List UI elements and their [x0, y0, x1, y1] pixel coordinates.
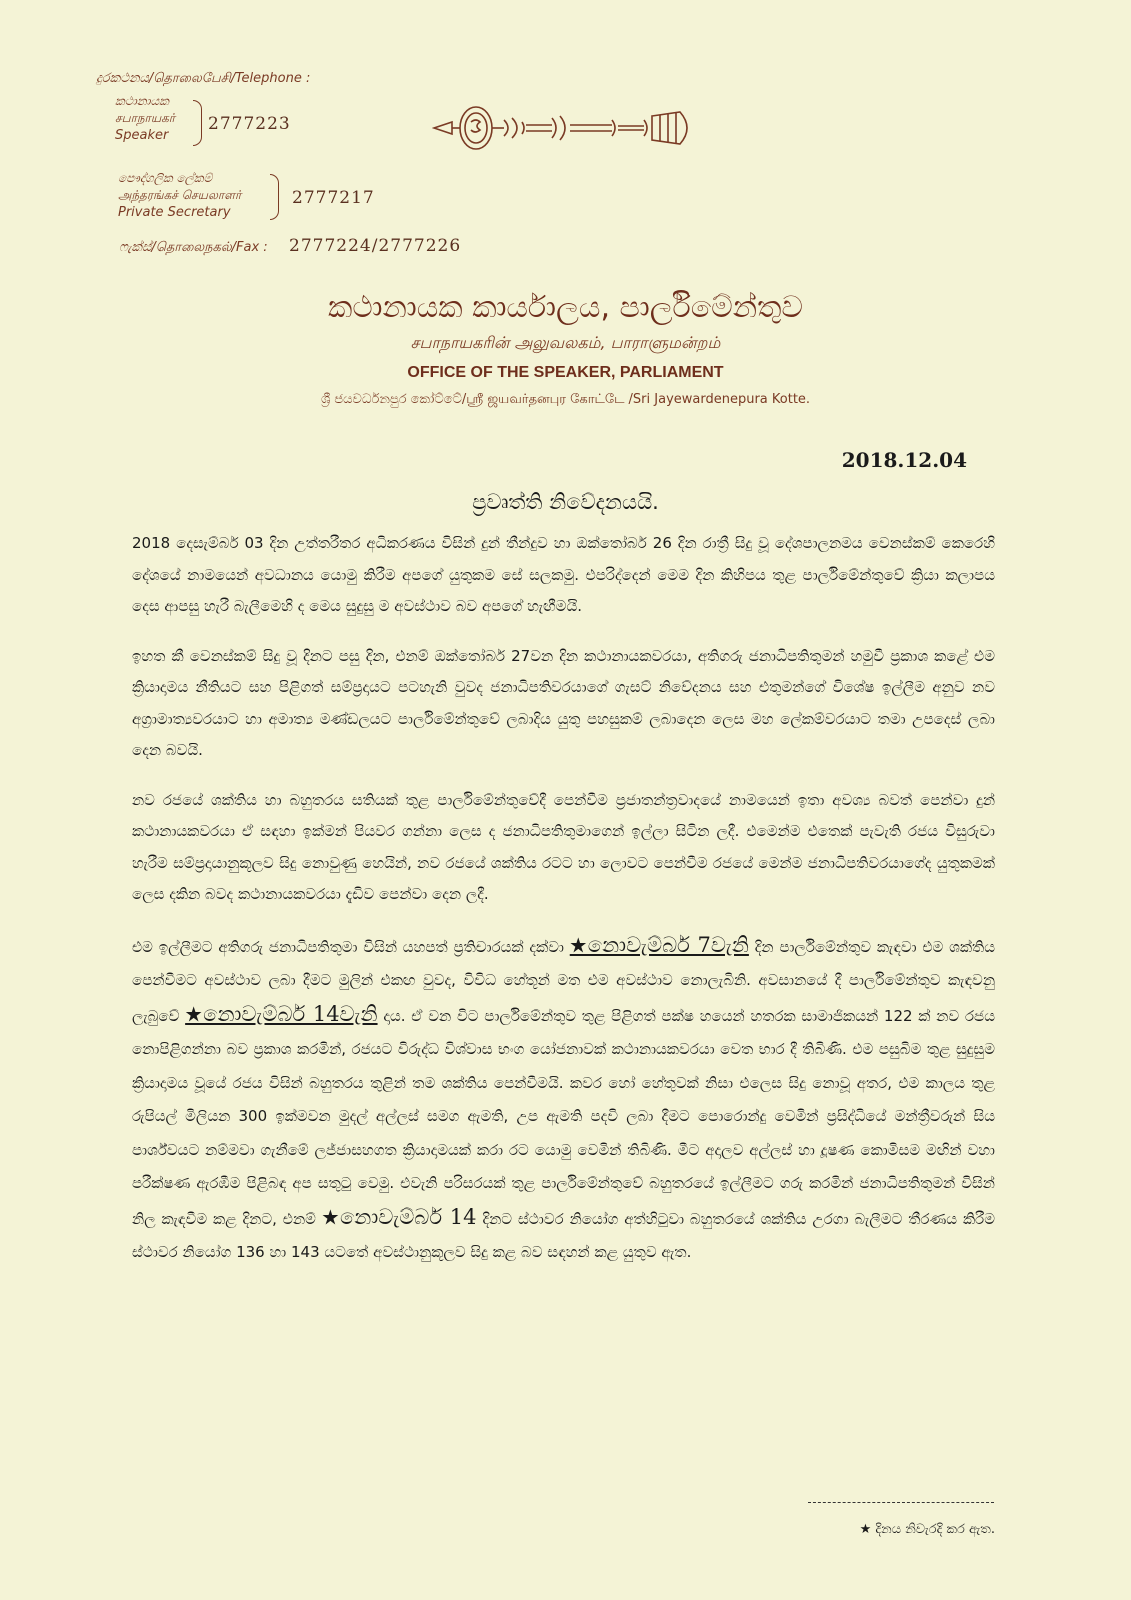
paragraph-1: 2018 දෙසැම්බර් 03 දින උත්තරීතර අධිකරණය විසින් දුන් තීන්දුව හා ඔක්තෝබර් 26 දින රාත්‍රී සිදු වූ දේශපාලනමය වෙනස්කම් කෙරෙහි දේශයේ නාමයෙන් අවධානය යොමු කිරීම අපගේ යුතුකම සේ සලකමු. එපරිද්දෙන් මෙම දින කිහිපය තුළ පාර්ලිමේන්තුවේ ක්‍රියා කලාපය දෙස ආපසු හැරී බැලීමෙහි ද මෙය සුදුසු ම අවස්ථාව බව අපගේ හැඟීමයි. [132, 534, 995, 615]
private-secretary-label-ta: அந்தரங்கச் செயலாளர் [118, 188, 242, 202]
private-secretary-label-si: පෞද්ගලික ලේකම් [118, 171, 213, 185]
speaker-number: 2777223 [208, 114, 291, 134]
paragraph-3: නව රජයේ ශක්තිය හා බහුතරය සතියක් තුළ පාර්ලිමේන්තුවේදී පෙන්වීම ප්‍රජාතන්ත්‍රවාදයේ නාමයෙන් ඉතා අවශ්‍ය බවත් පෙන්වා දුන් කථානායකවරයා ඒ සඳහා ඉක්මන් පියවර ගන්නා ලෙස ද ජනාධිපතිතුමාගෙන් ඉල්ලා සිටින ලදී. එමෙන්ම එතෙක් පැවැති රජය විසුරුවා හැරීම සම්ප්‍රදායානුකූලව සිදු නොවුණු හෙයින්, නව රජයේ ශක්තිය රටට හා ලොවට පෙන්වීම රජයේ මෙන්ම ජනාධිපතිවරයාගේද යුතුකමක් ලෙස දකින බවද කථානායකවරයා දැඩිව පෙන්වා දෙන ලදී. [132, 790, 995, 903]
office-name-english: OFFICE OF THE SPEAKER, PARLIAMENT [407, 364, 724, 381]
document-date: 2018.12.04 [841, 448, 967, 472]
footnote: ★ දිනය නිවැරදි කර ඇත. [859, 1522, 995, 1537]
paragraph-4-part-a: එම ඉල්ලීමට අතිගරු ජනාධිපතිතුමා විසින් යහපත් ප්‍රතිචාරයක් දක්වා [132, 937, 564, 956]
office-name-tamil: சபாநாயகரின் அலுவலகம், பாராளுமன்றம் [410, 333, 721, 352]
footnote-divider [808, 1502, 994, 1503]
fax-label: ෆැක්ස්/தொலைநகல்/Fax : [119, 240, 268, 255]
paragraph-4-part-d: දිනට ස්ථාවර නියෝග අත්හිටුවා බහුතරයේ ශක්තිය උරගා බැලීමට තීරණය කිරීම ස්ථාවර නියෝග 136 හා 143 යටතේ අවස්ථානුකූලව සිදු කළ බව සඳහන් කළ යුතුව ඇත. [132, 1209, 996, 1261]
speaker-label-ta: சபாநாயகர் [115, 111, 176, 125]
paragraph-2: ඉහත කී වෙනස්කම් සිදු වූ දිනට පසු දින, එනම් ඔක්තෝබර් 27වන දින කථානායකවරයා, අතිගරු ජනාධිපතිතුමන් හමුවී ප්‍රකාශ කළේ එම ක්‍රියාදාමය නීතියට සහ පිළිගත් සම්ප්‍රදායට පටහැනි වුවද ජනාධිපතිවරයාගේ ගැසට් නිවේදනය සහ එතුමන්ගේ විශේෂ ඉල්ලීම අනුව නව අග්‍රාමාත්‍යවරයාට හා අමාත්‍ය මණ්ඩලයට පාර්ලිමේන්තුවේ ලබාදිය යුතු පහසුකම් ලබාදෙන ලෙස මහ ලේකම්වරයාට තමා උපදෙස් ලබා දෙන බවයි. [132, 646, 995, 759]
private-secretary-brace [270, 174, 279, 220]
document-title: ප්‍රවෘත්ති නිවේදනයයි. [472, 490, 659, 514]
private-secretary-label-en: Private Secretary [118, 205, 231, 220]
corrected-date-mark-2: ★නොවැම්බර් 14වැනි [185, 1001, 378, 1026]
speaker-label-si: කථානායක [115, 94, 169, 108]
mace-emblem-icon [432, 100, 702, 158]
office-name-sinhala: කථානායක කාර්යාලය, පාර්ලිමේන්තුව [327, 290, 804, 325]
document-body [132, 528, 995, 1288]
paragraph-4 [132, 929, 995, 1270]
corrected-date-mark-1: ★නොවැම්බර් 7වැනි [569, 932, 749, 957]
corrected-date-mark-3: ★නොවැම්බර් 14 [321, 1204, 477, 1229]
office-location: ශ්‍රී ජයවර්ධනපුර කෝට්ටේ/ஸ்ரீ ஜயவர்தனபுர கோட்டே /Sri Jayewardenepura Kotte. [320, 392, 811, 407]
speaker-label-en: Speaker [115, 128, 169, 143]
telephone-label: දුරකථනය/தொலைபேசி/Telephone : [96, 71, 311, 86]
paragraph-4-part-b: දින පාර්ලිමේන්තුව කැඳවා එම ශක්තිය පෙන්වීමට අවස්ථාව ලබා දීමට මුලින් එකඟ වුවද, විවිධ හේතූන් මත එම අවස්ථාව නොලැබිනි. අවසානයේ දී පාර්ලිමේන්තුව කැඳවනු ලැබුවේ [132, 937, 995, 1025]
fax-number: 2777224/2777226 [289, 236, 462, 256]
private-secretary-label [118, 170, 278, 221]
paragraph-4-part-c: දාය. ඒ වන විට පාර්ලිමේන්තුව තුළ පිළිගත් පක්ෂ හයෙන් හතරක සාමාජිකයන් 122 ක් නව රජය නොපිළිගන්නා බව ප්‍රකාශ කරමින්, රජයට විරුද්ධ විශ්වාස භංග යෝජනාවක් කථානායකවරයා වෙත භාර දී තිබිණි. එම පසුබිම තුළ සුදුසුම ක්‍රියාදාමය වූයේ රජය විසින් බහුතරය තුළින් තම ශක්තිය පෙන්වීමයි. කවර හෝ හේතුවක් නිසා එලෙස සිදු නොවූ අතර, එම කාලය තුළ රුපියල් මිලියන 300 ඉක්මවන මුදල් අල්ලස් සමග ඇමති, උප ඇමති පදවි ලබා දීමට පොරොන්දු වෙමින් ප්‍රසිද්ධියේ මන්ත්‍රීවරුන් සිය පාර්ශ්වයට නම්මවා ගැනීමේ ලජ්ජාසහගත ක්‍රියාදාමයක් කරා රට යොමු වෙමින් තිබිණි. මීට අදාලව අල්ලස් හා දූෂණ කොමිසම මඟින් වහා පරීක්ෂණ ඇරඹීම පිළිබඳ අප සතුටු වෙමු. එවැනි පරිසරයක් තුළ පාර්ලිමේන්තුවේ බහුතරයේ ඉල්ලීමට ගරු කරමින් ජනාධිපතිතුමන් විසින් නිල කැඳවීම කළ දිනට, එනම් [132, 1006, 995, 1228]
private-secretary-number: 2777217 [292, 188, 375, 208]
speaker-label [115, 93, 195, 144]
speaker-brace [193, 100, 202, 146]
